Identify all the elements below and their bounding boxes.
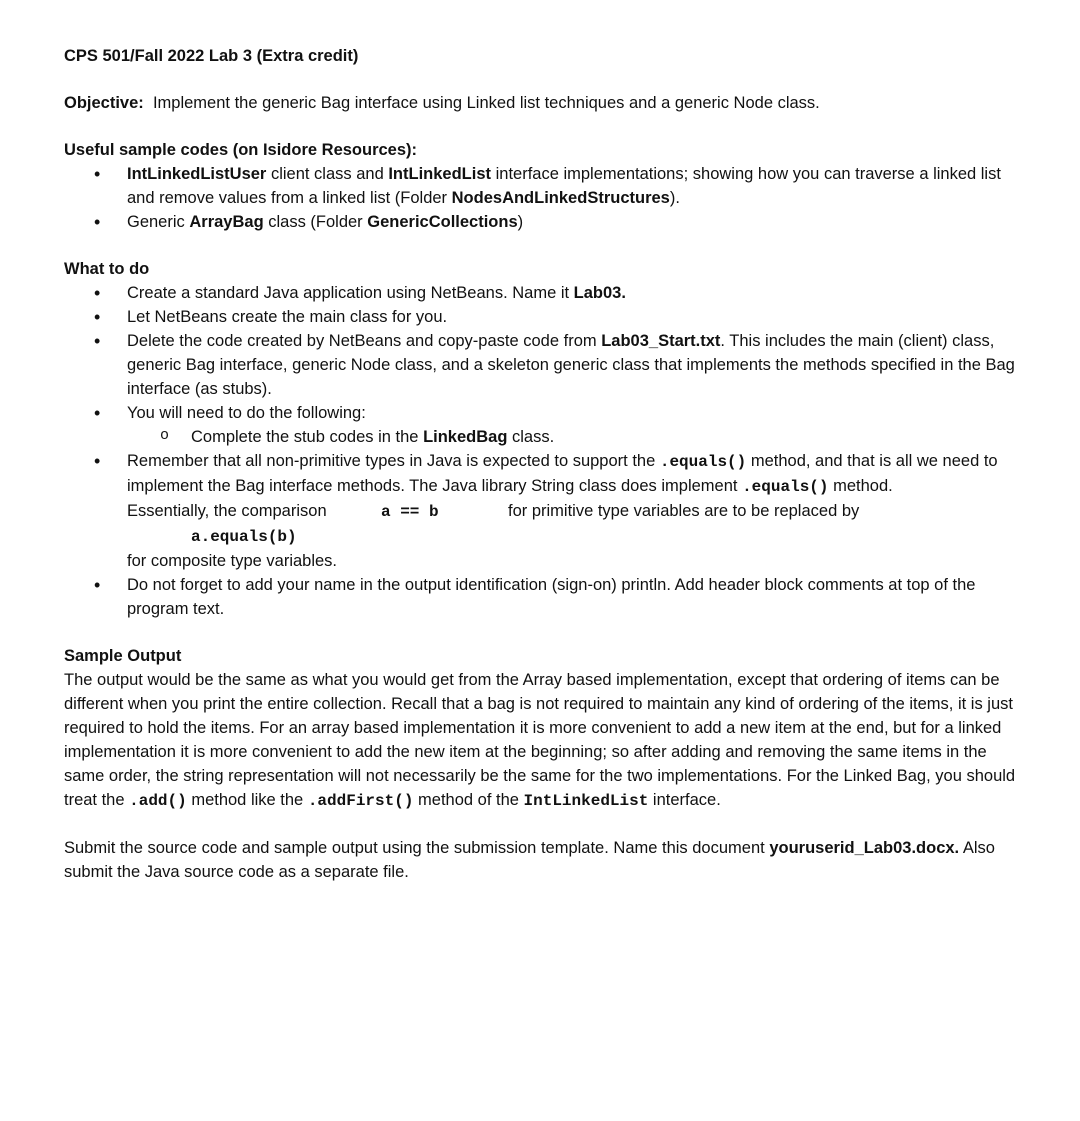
paragraph-text: The output would be the same as what you would get from the Array based implementation, except that ordering of items can be different when you print the entire collection. Recall that a bag is not required to maintain any kind of ordering of the items, it is just required to hold the items. For an array based implementation it is more convenient to add a new item at the end, but for a linked implementation it is more convenient to add the new item at the beginning; so after adding and removing the same items in the same order, the string representation will not necessarily be the same for the two implementations. For the Linked Bag, you should treat the (64, 671, 1016, 809)
item-text: Let NetBeans create the main class for you. (127, 308, 448, 326)
objective-label: Objective: (64, 94, 144, 112)
item-text: Generic (127, 213, 190, 231)
item-text: Create a standard Java application using NetBeans. Name it (127, 284, 574, 302)
list-item (64, 329, 1024, 401)
bold-text: ArrayBag (189, 213, 264, 231)
useful-list (64, 162, 1024, 234)
list-item (64, 401, 1024, 449)
item-text: Remember that all non-primitive types in Java is expected to support the (127, 452, 660, 470)
item-text: for primitive type variables are to be replaced by (508, 502, 860, 520)
comparison-end: for composite type variables. (127, 552, 338, 570)
item-text: client class and (266, 165, 389, 183)
sub-list-item (127, 425, 1024, 449)
bold-text: LinkedBag (423, 428, 508, 446)
code-snippet: a == b (381, 503, 439, 521)
bold-text: Lab03. (573, 284, 626, 302)
todo-heading: What to do (64, 260, 150, 278)
bold-text: Lab03_Start.txt (601, 332, 721, 350)
item-text: Essentially, the comparison (127, 502, 327, 520)
item-text: class. (507, 428, 555, 446)
equals-code-line (127, 524, 1024, 549)
useful-heading: Useful sample codes (on Isidore Resources): (64, 141, 418, 159)
list-item (64, 449, 1024, 573)
bold-text: IntLinkedList (388, 165, 492, 183)
item-text: . This includes the main (client) class, generic Bag interface, generic Node class, and a skeleton generic class that implements the methods specified in the Bag interface (as stubs). (127, 332, 1015, 398)
bold-text: youruserid_Lab03.docx. (769, 839, 960, 857)
sample-output-paragraph (64, 668, 1024, 813)
code-snippet: .addFirst() (307, 792, 414, 810)
document-body (64, 44, 1024, 884)
code-snippet: .equals() (659, 453, 747, 471)
list-item (64, 305, 1024, 329)
todo-list (64, 281, 1024, 621)
document-title: CPS 501/Fall 2022 Lab 3 (Extra credit) (64, 47, 359, 65)
objective-text: Implement the generic Bag interface using Linked list techniques and a generic Node class. (152, 94, 820, 112)
paragraph-text: Submit the source code and sample output using the submission template. Name this document (64, 839, 770, 857)
submit-paragraph (64, 836, 1024, 884)
code-snippet: IntLinkedList (523, 792, 649, 810)
bold-text: GenericCollections (367, 213, 518, 231)
bold-text: IntLinkedListUser (127, 165, 267, 183)
code-snippet: a.equals(b) (191, 528, 297, 546)
list-item (64, 210, 1024, 234)
paragraph-text: method like the (186, 791, 308, 809)
sub-list (127, 425, 1024, 449)
item-text: ) (517, 213, 524, 231)
paragraph-text: interface. (648, 791, 721, 809)
list-item (64, 281, 1024, 305)
item-text: Complete the stub codes in the (191, 428, 424, 446)
item-text: ). (669, 189, 680, 207)
sample-output-heading: Sample Output (64, 647, 182, 665)
paragraph-text: method of the (413, 791, 524, 809)
item-text: interface implementations; showing how you can traverse a linked list and remove values from a linked list (Folder (127, 165, 1001, 207)
item-text: method, and that is all we need to implement the Bag interface methods. The Java library String class does implement (127, 452, 998, 495)
comparison-line (127, 499, 1024, 524)
code-snippet: .add() (129, 792, 187, 810)
item-text: method. (828, 477, 893, 495)
item-text: Delete the code created by NetBeans and copy-paste code from (127, 332, 602, 350)
list-item (64, 573, 1024, 621)
paragraph-text: Also submit the Java source code as a separate file. (64, 839, 995, 881)
bold-text: NodesAndLinkedStructures (451, 189, 670, 207)
item-text: You will need to do the following: (127, 404, 366, 422)
objective-paragraph (64, 91, 1024, 115)
list-item (64, 162, 1024, 210)
code-snippet: .equals() (742, 478, 829, 496)
item-text: class (Folder (263, 213, 368, 231)
item-text: Do not forget to add your name in the output identification (sign-on) println. Add header block comments at top of the program text. (127, 576, 976, 618)
